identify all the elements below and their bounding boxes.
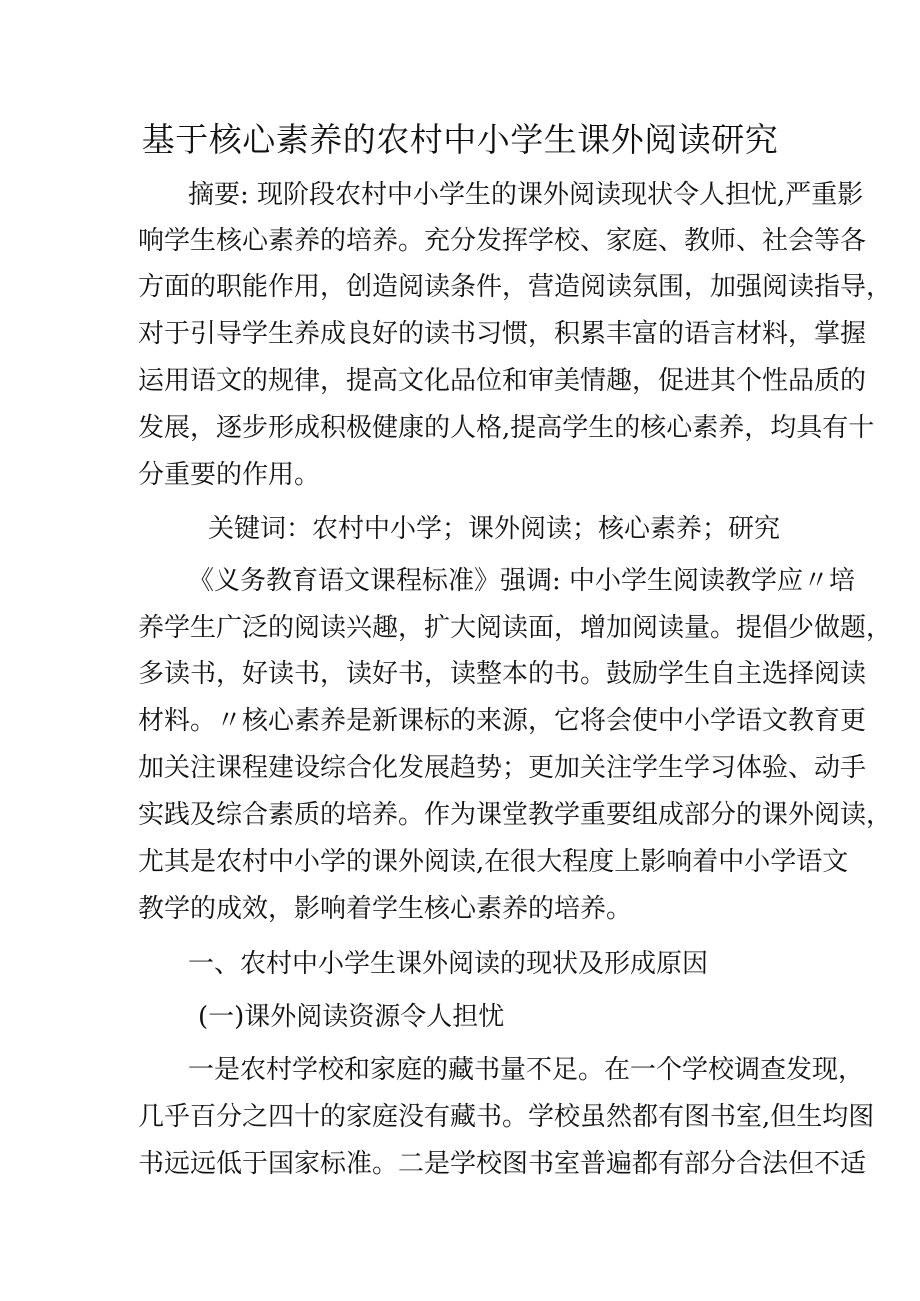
abstract-line: 分重要的作用。	[138, 460, 321, 490]
abstract-line: 响学生核心素养的培养。充分发挥学校、家庭、教师、社会等各	[138, 226, 867, 256]
abstract-line: 摘要: 现阶段农村中小学生的课外阅读现状令人担忧,严重影	[188, 180, 864, 210]
abstract-line: 对于引导学生养成良好的读书习惯，积累丰富的语言材料，掌握	[138, 319, 867, 349]
intro-line: 多读书，好读书，读好书，读整本的书。鼓励学生自主选择阅读	[138, 659, 867, 689]
body-line: 书远远低于国家标准。二是学校图书室普遍都有部分合法但不适	[138, 1149, 867, 1179]
keywords-line: 关键词：农村中小学；课外阅读；核心素养；研究	[208, 514, 781, 544]
body-line: 一是农村学校和家庭的藏书量不足。在一个学校调查发现，	[188, 1055, 865, 1085]
abstract-line: 发展，逐步形成积极健康的人格,提高学生的核心素养，均具有十	[138, 413, 875, 443]
intro-line: 教学的成效，影响着学生核心素养的培养。	[138, 894, 633, 924]
intro-line: 《义务教育语文课程标准》强调: 中小学生阅读教学应〃培	[188, 566, 856, 596]
subsection-heading: (一)课外阅读资源令人担忧	[198, 1002, 505, 1032]
body-line: 几乎百分之四十的家庭没有藏书。学校虽然都有图书室,但生均图	[138, 1102, 875, 1132]
abstract-line: 方面的职能作用，创造阅读条件，营造阅读氛围，加强阅读指导，	[138, 272, 893, 302]
intro-line: 实践及综合素质的培养。作为课堂教学重要组成部分的课外阅读，	[138, 800, 893, 830]
abstract-line: 运用语文的规律，提高文化品位和审美情趣，促进其个性品质的	[138, 366, 867, 396]
intro-line: 加关注课程建设综合化发展趋势；更加关注学生学习体验、动手	[138, 753, 867, 783]
document-title: 基于核心素养的农村中小学生课外阅读研究	[141, 120, 779, 159]
intro-line: 材料。〃核心素养是新课标的来源，它将会使中小学语文教育更	[138, 706, 867, 736]
intro-line: 尤其是农村中小学的课外阅读,在很大程度上影响着中小学语文	[138, 847, 849, 877]
intro-line: 养学生广泛的阅读兴趣，扩大阅读面，增加阅读量。提倡少做题，	[138, 613, 893, 643]
section-heading: 一、农村中小学生课外阅读的现状及形成原因	[188, 949, 709, 979]
